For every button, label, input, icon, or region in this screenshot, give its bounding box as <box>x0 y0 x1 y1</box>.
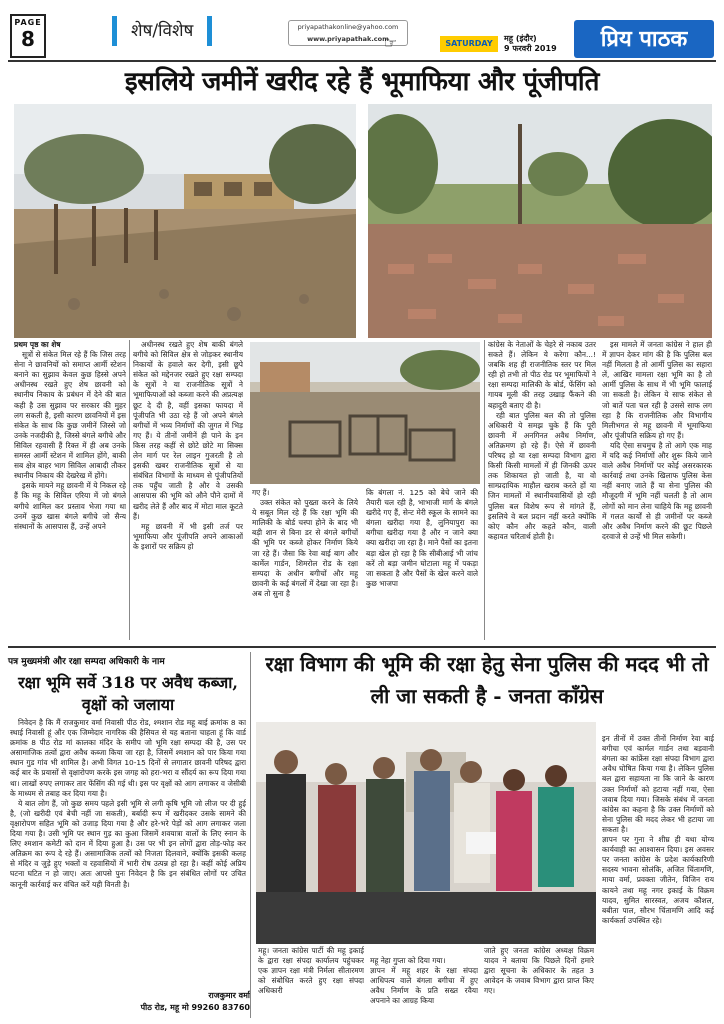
photo-broken-window-frames <box>250 342 480 484</box>
website-link[interactable]: www.priyapathak.com <box>307 35 389 43</box>
right-column-text: इन तीनों में उक्त तीनों निर्माण रेवा बाई बगीचा एवं कार्मल गार्डन तथा बड़वानी बंगला का कांफ्रेंस रक्षा संपदा विभाग द्वारा अवैध घोषित किया गया है। लेकिन पुलिस बल द्वारा सहायता ना कि जाने के कारण उक्त निर्माणों को हटाया नहीं गया, ऐसा जवाब दिया गया। जिसके संबंध में जनता कांग्रेस का कहना है कि उक्त निर्माणों को सेना पुलिस की मदद लेकर भी हटाया जा सकता है। ज्ञापन पर गुना ने शीघ्र ही यथा योग्य कार्यवाही का आश्वासन दिया। इस अवसर पर जनता कांग्रेस के प्रदेश कार्यकारिणी सदस्य भावना सोलंकि, अजित चिंतामणि, माया वर्मा, प्रवक्ता जीतेन, विजिन राय कायने तथा महू नगर इकाई के विक्रम यादव, सुमित सारस्वत, अजय कौशल, बबीता पाल, सौरभ चिंतामणि आदि कई कार्यकर्ता उपस्थित रहे। <box>602 734 714 925</box>
pointing-hand-icon: ☞ <box>384 34 398 52</box>
main-story-column-5 <box>488 340 596 640</box>
dateline <box>504 34 557 54</box>
caption-1-text: महू। जनता कांग्रेस पार्टी की महू इकाई के द्वारा रक्षा संपदा कार्यालय पहुंचकर एक ज्ञापन रक्षा मंत्री निर्मला सीतारमण को संबोधित करते हुए रक्षा संपदा अधिकारी <box>258 946 364 996</box>
photo-memorandum-group <box>256 722 596 944</box>
photo-fence-wasteland <box>14 104 356 338</box>
congress-headline: रक्षा विभाग की भूमि की रक्षा हेतु सेना पुलिस की मदद भी तो ली जा सकती है - जनता कॉंग्रेस <box>265 652 709 708</box>
main-story-column-4 <box>366 488 478 640</box>
column-3-paragraph-1: गए हैं। <box>252 488 270 497</box>
congress-caption-column-3 <box>484 946 594 1020</box>
column-1-paragraph-2: इसके मायने महू छावनी में ये निकल रहे हैं कि महू के सिविल एरिया में जो बंगले बगीचे शामिल कर प्रस्ताव भेजा गया था उनमें कुछ खास बंगले बगीचे जो सैन्य संस्थानों के आसपास हैं, उन्हें अपने <box>14 481 126 531</box>
letter-contact: पीठ रोड, महू मो 99260 83760 <box>140 1003 250 1012</box>
column-3-paragraph-2: उक्त संकेत को पुख्ता करने के लिये ये सबूत मिल रहे हैं कि रक्षा भूमि की मालिकी के बोर्ड चस्पा होने के बाद भी बड़ी शान से बिना डर से बंगले बगीचों की भूमि पर कब्जे होकर निर्माण किये जा रहे हैं। जैसा कि रेवा बाई बाग और कार्मेल गार्डन, शिमरोल रोड के रक्षा सम्पदा के अधीन बगीचों और महू छावनी के कई बंगलों में देखा जा रहा है। अब तो सुना है <box>252 498 358 598</box>
caption-2-text: महू नेहा गुप्ता को दिया गया। ज्ञापन में महू शहर के रक्षा संपदा आधिपत्य वाले बंगला बगीचा में हुए अवैध निर्माण के प्रति सख्त रवैया अपनाने का आग्रह किया <box>370 956 478 1006</box>
column-1-paragraph-1: सूत्रों से संकेत मिल रहे हैं कि जिस तरह सेना ने छावनियों को समाप्त आर्मी स्टेशन बनाने का सुझाव केवल कुछ हिस्से अपने अधीनस्थ रखते हुए शेष छावनी को स्थानीय निकाय के प्रबंधन में देने की बात कही है उस सुझाव पर सरकार की मुहर लग सकती है, इसी कारण छावनियों में इस संकेत के साथ कि कुछ जमीनें जिस्से जो उनके नजदीकी है, जिस्से बंगले बगीचे और सिविल रहवासी हैं रिक्त में ही अब उनके समस्त आर्मी स्टेशन में शामिल होंगे, बाकी सब क्षेत्र बाहर भाग सिविल आबादी तौकर स्थानीय निकाय की देखरेख में होंगे। <box>14 350 126 481</box>
letter-paragraph-1: निवेदन है कि मैं राजकुमार वर्मा निवासी पीठ रोड, श्मशान रोड महू बाई क्रमांक 8 का स्थाई निवासी हूं और एक जिम्मेदार नागरिक की हैसियत से यह बताना चाहता हूं कि वार्ड क्रमांक 8 पीठ रोड मां कालका मंदिर के समीप जो भूमि रक्षा सम्पदा की है, उस पर असामाजिक तत्वों द्वारा अवैध कब्जा किया जा रहा है, जिसमें श्मशान को पार किया गया स्थान गुड गांव भी शामिल है। अभी विगत 10-15 दिनों से लगातार छावनी परिषद द्वारा कई बार के प्रयासों से वृक्षारोपण करके इस जगह को हरा-भरा व सौंदर्य का रूप दिया गया था। लाखों रुपए लगाकर तार फेंसिंग की गई थी। इस पर वृक्षों को आग लगाकर व जेसीबी के माध्यम से तबाह कर दिया गया है। <box>10 718 246 798</box>
column-2-paragraph-1: अधीनस्थ रखते हुए शेष बाकी बंगले बगीचे को सिविल क्षेत्र से जोड़कर स्थानीय निकायों के हवाले कर देगी, इसी छूपे संकेत को मद्देनजर रखते हुए रक्षा सम्पदा के सूत्रों ने या राजनीतिक सूत्रों ने भूमाफियाओं को कब्जा करने की अप्रत्यक्ष छूट दे दी है, वहीं इसका फायदा में पूंजीपति भी उठा रहे हैं जो अपने बंगले बगीचों में भव्य निर्माणों की जुगत में भिड़ गए हैं। ये तीनों जमीनें ही पाने के इन किस तरह कहीं से छोटे छोटे मा सिक्स लेन मार्ग पर रेल लाइन गुजरती है तो इसकी खबर राजनीतिक सूत्रों से या संबंधित विभागों के माध्यम से पूंजीपतियों तक पहुँच जाती है और वे उसकी आसपास की भूमि को औने पौने दामों में खरीद लेते हैं और बाद में मोटा माल कूटते हैं। <box>133 340 243 521</box>
column-divider <box>129 340 130 640</box>
caption-3-text: जाते हुए जनता कांग्रेस अध्यक्ष विक्रम यादव ने बताया कि पिछले दिनों हमारे द्वारा सूचना के अधिकार के तहत 3 आवेदन के जवाब विभाग द्वारा प्राप्त किए गए। <box>484 946 594 996</box>
congress-caption-column-2 <box>370 946 478 1020</box>
column-5-paragraph-2: रही बात पुलिस बल की तो पुलिस अधिकारी ये समझ चुके हैं कि पूरी छावनी में अनगिनत अवैध निर्माण, अतिक्रमण हो रहे हैं। ऐसे में छावनी परिषद हो या रक्षा सम्पदा विभाग द्वारा किसी किसी मामलों में ही जिनकी ऊपर तक शिकायत हो जाती है, या वो साम्प्रदायिक माहौल खराब करते हों या जिन मामलों में स्थानीयवासियों हो रही पुलिस बल विशेष रूप से मांगते हैं, इसलिये वे बल प्रदान नहीं करते क्योंकि कोए कौन और कहते कौन, वाली कहावत चरितार्थ होती है। <box>488 410 596 541</box>
continued-label: प्रथम पृष्ठ का शेष <box>14 340 61 349</box>
photo-memorandum-group-image <box>256 722 596 944</box>
column-6-paragraph-1: इस मामले में जनता कांग्रेस ने हाल ही में ज्ञापन देकर मांग की है कि पुलिस बल नहीं मिलता है तो आर्मी पुलिस का सहारा लें, आखिर मामला रक्षा भूमि का है तो आर्मी पुलिस के साथ में भी भूमि फालाई जा सकती है। लेकिन ये साफ संकेत से जो बातें पता चल रही है उससे साफ लग रहा है कि राजनीतिक और विभागीय मिलीभगत से महू छावनी में भूमाफिया और पूंजीपति सक्रिय हो गए हैं। <box>602 340 712 440</box>
column-6-paragraph-2: यदि ऐसा सचमुच है तो आगे एक माह में यदि कई निर्माणों और शुरू किये जाने वाले अवैध निर्माणों पर कोई असरकारक कार्रवाई तथा उनके खिलाफ पुलिस केस नहीं बनाए जाते हैं या सेना पुलिस की मौजूदगी में भूमि नहीं चलती है तो आम लोगों को मान लेना चाहिये कि महू छावनी में गलत कार्यों से ही जमीनों पर कब्जे और अवैध निर्माण करने की छूट पिछले दरवाजे से उन्हें भी मिल सकेगी। <box>602 440 712 541</box>
congress-caption-column-1 <box>258 946 364 1020</box>
letter-kicker: पत्र मुख्यमंत्री और रक्षा सम्पदा अधिकारी के नाम <box>8 657 165 667</box>
main-story-column-6 <box>602 340 712 640</box>
paper-logo: प्रिय पाठक <box>574 20 714 58</box>
letter-body <box>10 718 246 990</box>
column-divider <box>250 652 251 1018</box>
column-5-paragraph-1: कांग्रेस के नेताओं के चेहरे से नकाब उतर सकते हैं। लेकिन ये करेगा कौन...! जबकि शह ही राजनीतिक स्तर पर मिल रही हो तभी तो पीठ रोड पर भूमाफियों ने रक्षा सम्पदा मालिकी के बोर्ड, फेंसिंग को गायब मूली की तरह उखाड़ फैंकने की बहादुरी बताए दी है। <box>488 340 596 410</box>
main-story-column-1 <box>14 340 126 640</box>
column-2-paragraph-2: महू छावनी में भी इसी तर्ज पर भूमाफिया और पूंजीपति अपने आकाओं के इशारों पर सक्रिय हो <box>133 521 243 551</box>
column-divider <box>484 340 485 640</box>
page-number: 8 <box>21 27 35 51</box>
photo-brick-rubble <box>368 104 712 338</box>
masthead <box>0 0 724 62</box>
page-number-box <box>10 14 46 58</box>
page-label: PAGE <box>14 18 42 27</box>
section-title: शेष/विशेष <box>112 16 212 46</box>
column-4-paragraph-1: कि बंगला नं. 125 को बेचे जाने की तैयारी चल रही है, भाभाजी मार्ग के बंगले खरीदे गए हैं, सेन्ट मेरी स्कूल के सामने का बंगला खरीदा गया है, लुनियापुरा का बगीचा खरीदा गया है और न जाने क्या क्या खरीदा जा रहा है। माने पैसों का इतना बड़ा खेल हो रहा है कि सीबीआई भी जांच करें तो बड़ा जमीन घोटाला महू में पकड़ा जा सकता है और पैसों के खेल करने वाले कुछ भाजपा <box>366 488 478 588</box>
email-text: priyapathakonline@yahoo.com <box>297 23 399 31</box>
congress-right-column <box>602 724 714 1020</box>
letter-paragraph-2: ये बात लोग हैं, जो कुछ समय पहले इसी भूमि से लगी कृषि भूमि जो लीज पर दी हुई है, (जो खरीदी एवं बेची नहीं जा सकती), बर्बादी रूप में खरीदकर उसके सामने की वृक्षारोपण सहित भूमि को उजाड़ दिया गया है और हरे-भरे पेड़ों को आग लगाकर जला दिया गया है। उसी भूमि पर स्थान गुड़ का कुआ जिसमें शवयात्रा वालों के लिए स्नान के लिए श्मशान कमेटी को दान में दिया हुआ है। उस पर भी इन लोगों द्वारा तोड़-फोड़ कर अतिक्रम का रूप दे रहे हैं। असामाजिक तत्वों को निजता दिलवाने, क्योंकि इसकी कलह से मंदिर व जुड़े हुए भक्तों व रहवासियों में भारी रोष उत्पन्न हो रहा है। कहीं कोई अप्रिय घटना घटित न हो जाए। अतः आपसे पुनः निवेदन है कि इन संबंधित लोगों पर उचित कानूनी कार्रवाई कर वंचित करें यही विनती है। <box>10 798 246 889</box>
photo-brick-rubble-image <box>368 104 712 338</box>
date-text: 9 फरवरी 2019 <box>504 44 557 53</box>
day-badge: SATURDAY <box>440 36 498 52</box>
letter-byline: राजकुमार वर्मा <box>208 991 250 1000</box>
photo-broken-window-frames-image <box>250 342 480 484</box>
main-story-column-2 <box>133 340 243 640</box>
city-text: महू (इंदौर) <box>504 34 537 43</box>
main-story-column-3 <box>252 488 358 640</box>
photo-fence-wasteland-image <box>14 104 356 338</box>
main-headline: इसलिये जमीनें खरीद रहे हैं भूमाफिया और पूंजीपति <box>124 67 600 97</box>
letter-headline: रक्षा भूमि सर्वे 318 पर अवैध कब्जा, वृक्षों को जलाया <box>18 673 238 714</box>
